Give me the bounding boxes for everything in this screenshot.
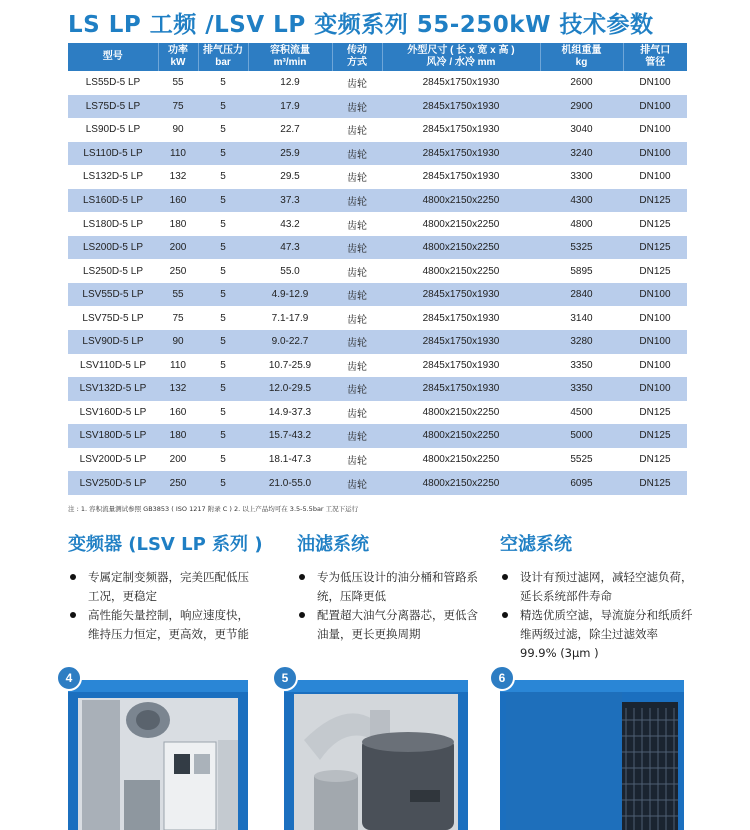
table-cell: 5 bbox=[198, 95, 248, 119]
table-cell: DN100 bbox=[623, 71, 687, 95]
table-cell: LSV90D-5 LP bbox=[68, 330, 158, 354]
table-cell: 2845x1750x1930 bbox=[382, 306, 540, 330]
table-cell: 37.3 bbox=[248, 189, 332, 213]
bullet-icon bbox=[70, 574, 76, 580]
table-cell: DN100 bbox=[623, 118, 687, 142]
table-cell: 6095 bbox=[540, 471, 623, 495]
table-cell: 4800x2150x2250 bbox=[382, 259, 540, 283]
table-cell: DN125 bbox=[623, 401, 687, 425]
table-cell: 齿轮 bbox=[332, 306, 382, 330]
column-header: 传动 方式 bbox=[332, 43, 382, 71]
table-cell: 90 bbox=[158, 118, 198, 142]
table-row bbox=[68, 306, 687, 330]
table-cell: 4.9-12.9 bbox=[248, 283, 332, 307]
table-cell: LSV160D-5 LP bbox=[68, 401, 158, 425]
table-cell: 5000 bbox=[540, 424, 623, 448]
table-cell: 9.0-22.7 bbox=[248, 330, 332, 354]
table-cell: LS200D-5 LP bbox=[68, 236, 158, 260]
table-cell: DN125 bbox=[623, 259, 687, 283]
table-row bbox=[68, 189, 687, 213]
table-cell: 齿轮 bbox=[332, 95, 382, 119]
table-row bbox=[68, 142, 687, 166]
table-cell: 5 bbox=[198, 377, 248, 401]
table-cell: DN100 bbox=[623, 95, 687, 119]
table-cell: 18.1-47.3 bbox=[248, 448, 332, 472]
table-cell: 43.2 bbox=[248, 212, 332, 236]
table-cell: 2845x1750x1930 bbox=[382, 377, 540, 401]
table-cell: DN125 bbox=[623, 471, 687, 495]
table-cell: 7.1-17.9 bbox=[248, 306, 332, 330]
column-header: 功率 kW bbox=[158, 43, 198, 71]
table-cell: LSV75D-5 LP bbox=[68, 306, 158, 330]
section-inverter bbox=[68, 530, 263, 644]
table-cell: 5 bbox=[198, 471, 248, 495]
table-cell: LSV132D-5 LP bbox=[68, 377, 158, 401]
table-cell: 10.7-25.9 bbox=[248, 354, 332, 378]
table-cell: 12.9 bbox=[248, 71, 332, 95]
table-cell: 齿轮 bbox=[332, 377, 382, 401]
table-cell: 3350 bbox=[540, 377, 623, 401]
table-cell: LS132D-5 LP bbox=[68, 165, 158, 189]
column-header: 型号 bbox=[68, 43, 158, 71]
table-cell: DN100 bbox=[623, 354, 687, 378]
table-cell: 55 bbox=[158, 283, 198, 307]
bullet-icon bbox=[299, 574, 305, 580]
table-cell: 2900 bbox=[540, 95, 623, 119]
table-cell: LSV110D-5 LP bbox=[68, 354, 158, 378]
table-cell: 2845x1750x1930 bbox=[382, 71, 540, 95]
table-cell: 齿轮 bbox=[332, 401, 382, 425]
table-cell: 2845x1750x1930 bbox=[382, 95, 540, 119]
table-row bbox=[68, 377, 687, 401]
table-cell: 5 bbox=[198, 71, 248, 95]
table-cell: 5 bbox=[198, 448, 248, 472]
table-cell: LSV250D-5 LP bbox=[68, 471, 158, 495]
table-cell: 4800x2150x2250 bbox=[382, 212, 540, 236]
table-footnote: 注 : 1. 容积流量测试参照 GB3853 ( ISO 1217 附录 C ) 2. 以上产品均可在 3.5-5.5bar 工况下运行 bbox=[68, 505, 359, 513]
table-cell: 2845x1750x1930 bbox=[382, 165, 540, 189]
table-cell: 3040 bbox=[540, 118, 623, 142]
table-cell: 5 bbox=[198, 401, 248, 425]
table-cell: 齿轮 bbox=[332, 236, 382, 260]
table-cell: 47.3 bbox=[248, 236, 332, 260]
table-cell: LSV55D-5 LP bbox=[68, 283, 158, 307]
table-cell: 14.9-37.3 bbox=[248, 401, 332, 425]
table-cell: DN125 bbox=[623, 448, 687, 472]
table-cell: 5 bbox=[198, 165, 248, 189]
table-cell: 4800 bbox=[540, 212, 623, 236]
table-cell: 5 bbox=[198, 212, 248, 236]
bullet-icon bbox=[502, 612, 508, 618]
inverter-photo bbox=[68, 680, 248, 830]
table-cell: 齿轮 bbox=[332, 448, 382, 472]
section-title: 油滤系统 bbox=[297, 534, 369, 555]
table-cell: 5 bbox=[198, 283, 248, 307]
table-cell: 75 bbox=[158, 95, 198, 119]
list-item: 专属定制变频器，完美匹配低压工况，更稳定 bbox=[68, 568, 258, 606]
table-cell: 90 bbox=[158, 330, 198, 354]
table-cell: 5 bbox=[198, 424, 248, 448]
table-cell: 22.7 bbox=[248, 118, 332, 142]
table-row bbox=[68, 424, 687, 448]
table-row bbox=[68, 212, 687, 236]
column-header: 排气压力 bar bbox=[198, 43, 248, 71]
table-cell: 132 bbox=[158, 377, 198, 401]
page-title: LS LP 工频 /LSV LP 变频系列 55-250kW 技术参数 bbox=[68, 12, 654, 38]
table-cell: 齿轮 bbox=[332, 471, 382, 495]
table-cell: 5 bbox=[198, 142, 248, 166]
air-filter-photo bbox=[500, 680, 684, 830]
table-cell: 5 bbox=[198, 259, 248, 283]
table-row bbox=[68, 354, 687, 378]
table-cell: DN100 bbox=[623, 142, 687, 166]
table-row bbox=[68, 236, 687, 260]
table-cell: 110 bbox=[158, 354, 198, 378]
table-cell: DN100 bbox=[623, 330, 687, 354]
list-item: 专为低压设计的油分桶和管路系统，压降更低 bbox=[297, 568, 487, 606]
bullet-icon bbox=[299, 612, 305, 618]
table-cell: 4800x2150x2250 bbox=[382, 401, 540, 425]
table-cell: 132 bbox=[158, 165, 198, 189]
table-cell: 5 bbox=[198, 330, 248, 354]
table-cell: 4800x2150x2250 bbox=[382, 471, 540, 495]
table-cell: LS90D-5 LP bbox=[68, 118, 158, 142]
section-air-filter bbox=[500, 530, 696, 663]
table-cell: 5 bbox=[198, 306, 248, 330]
table-cell: 2845x1750x1930 bbox=[382, 142, 540, 166]
table-row bbox=[68, 95, 687, 119]
table-cell: DN100 bbox=[623, 377, 687, 401]
table-body bbox=[68, 71, 687, 495]
table-cell: 齿轮 bbox=[332, 330, 382, 354]
table-row bbox=[68, 448, 687, 472]
table-cell: 5325 bbox=[540, 236, 623, 260]
table-cell: LS75D-5 LP bbox=[68, 95, 158, 119]
table-cell: 200 bbox=[158, 448, 198, 472]
table-cell: LS250D-5 LP bbox=[68, 259, 158, 283]
table-cell: 180 bbox=[158, 424, 198, 448]
table-cell: 4800x2150x2250 bbox=[382, 189, 540, 213]
section-oil-filter bbox=[297, 530, 487, 644]
table-row bbox=[68, 165, 687, 189]
oil-filter-photo bbox=[284, 680, 468, 830]
table-cell: 5 bbox=[198, 354, 248, 378]
table-cell: 5 bbox=[198, 118, 248, 142]
column-header: 容积流量 m³/min bbox=[248, 43, 332, 71]
section-title: 空滤系统 bbox=[500, 534, 572, 555]
table-cell: 齿轮 bbox=[332, 189, 382, 213]
table-cell: 4800x2150x2250 bbox=[382, 236, 540, 260]
table-cell: 25.9 bbox=[248, 142, 332, 166]
table-cell: 齿轮 bbox=[332, 118, 382, 142]
column-header: 排气口 管径 bbox=[623, 43, 687, 71]
table-cell: DN100 bbox=[623, 165, 687, 189]
photo-badge-5: 5 bbox=[272, 665, 298, 691]
photo-badge-4: 4 bbox=[56, 665, 82, 691]
table-cell: 齿轮 bbox=[332, 165, 382, 189]
table-cell: 3280 bbox=[540, 330, 623, 354]
list-item: 配置超大油气分离器芯，更低含油量，更长更换周期 bbox=[297, 606, 487, 644]
table-cell: 55 bbox=[158, 71, 198, 95]
table-cell: DN100 bbox=[623, 283, 687, 307]
list-item: 高性能矢量控制，响应速度快，维持压力恒定，更高效，更节能 bbox=[68, 606, 258, 644]
table-cell: 3350 bbox=[540, 354, 623, 378]
table-cell: 齿轮 bbox=[332, 259, 382, 283]
photo-badge-6: 6 bbox=[489, 665, 515, 691]
table-cell: 4300 bbox=[540, 189, 623, 213]
table-row bbox=[68, 118, 687, 142]
table-cell: 200 bbox=[158, 236, 198, 260]
table-cell: 齿轮 bbox=[332, 142, 382, 166]
table-cell: 75 bbox=[158, 306, 198, 330]
table-cell: 3140 bbox=[540, 306, 623, 330]
table-header-row bbox=[68, 43, 687, 71]
table-cell: 17.9 bbox=[248, 95, 332, 119]
table-cell: 5895 bbox=[540, 259, 623, 283]
table-cell: LS55D-5 LP bbox=[68, 71, 158, 95]
table-cell: 2600 bbox=[540, 71, 623, 95]
table-cell: LS180D-5 LP bbox=[68, 212, 158, 236]
table-cell: 齿轮 bbox=[332, 354, 382, 378]
table-row bbox=[68, 283, 687, 307]
table-cell: 160 bbox=[158, 401, 198, 425]
table-cell: 180 bbox=[158, 212, 198, 236]
table-cell: 齿轮 bbox=[332, 283, 382, 307]
table-cell: 齿轮 bbox=[332, 212, 382, 236]
table-cell: 5 bbox=[198, 189, 248, 213]
table-cell: 5 bbox=[198, 236, 248, 260]
table-cell: 250 bbox=[158, 471, 198, 495]
table-row bbox=[68, 330, 687, 354]
table-cell: LSV180D-5 LP bbox=[68, 424, 158, 448]
list-item: 精选优质空滤，导流旋分和纸质纤维两级过滤，除尘过滤效率 99.9% (3μm ) bbox=[500, 606, 696, 663]
table-cell: 5525 bbox=[540, 448, 623, 472]
table-cell: 齿轮 bbox=[332, 71, 382, 95]
table-row bbox=[68, 401, 687, 425]
spec-table bbox=[68, 43, 687, 495]
table-row bbox=[68, 259, 687, 283]
table-cell: LS160D-5 LP bbox=[68, 189, 158, 213]
table-cell: DN125 bbox=[623, 424, 687, 448]
bullet-icon bbox=[70, 612, 76, 618]
table-cell: 齿轮 bbox=[332, 424, 382, 448]
table-cell: 12.0-29.5 bbox=[248, 377, 332, 401]
table-cell: DN100 bbox=[623, 306, 687, 330]
table-cell: 2845x1750x1930 bbox=[382, 330, 540, 354]
table-cell: 110 bbox=[158, 142, 198, 166]
table-row bbox=[68, 71, 687, 95]
table-cell: DN125 bbox=[623, 236, 687, 260]
table-cell: 2840 bbox=[540, 283, 623, 307]
table-cell: 4800x2150x2250 bbox=[382, 448, 540, 472]
table-cell: 3240 bbox=[540, 142, 623, 166]
table-cell: 21.0-55.0 bbox=[248, 471, 332, 495]
table-cell: 3300 bbox=[540, 165, 623, 189]
list-item: 设计有预过滤网，减轻空滤负荷，延长系统部件寿命 bbox=[500, 568, 696, 606]
table-cell: 2845x1750x1930 bbox=[382, 354, 540, 378]
table-cell: DN125 bbox=[623, 189, 687, 213]
table-cell: LSV200D-5 LP bbox=[68, 448, 158, 472]
bullet-icon bbox=[502, 574, 508, 580]
table-cell: 2845x1750x1930 bbox=[382, 283, 540, 307]
table-cell: 4800x2150x2250 bbox=[382, 424, 540, 448]
table-cell: 15.7-43.2 bbox=[248, 424, 332, 448]
column-header: 外型尺寸 ( 长 x 宽 x 高 ) 风冷 / 水冷 mm bbox=[382, 43, 540, 71]
table-cell: 250 bbox=[158, 259, 198, 283]
column-header: 机组重量 kg bbox=[540, 43, 623, 71]
section-title: 变频器 (LSV LP 系列 ) bbox=[68, 534, 263, 555]
table-row bbox=[68, 471, 687, 495]
table-cell: 55.0 bbox=[248, 259, 332, 283]
table-cell: 29.5 bbox=[248, 165, 332, 189]
table-cell: 160 bbox=[158, 189, 198, 213]
table-cell: 2845x1750x1930 bbox=[382, 118, 540, 142]
table-cell: DN125 bbox=[623, 212, 687, 236]
table-cell: 4500 bbox=[540, 401, 623, 425]
table-cell: LS110D-5 LP bbox=[68, 142, 158, 166]
